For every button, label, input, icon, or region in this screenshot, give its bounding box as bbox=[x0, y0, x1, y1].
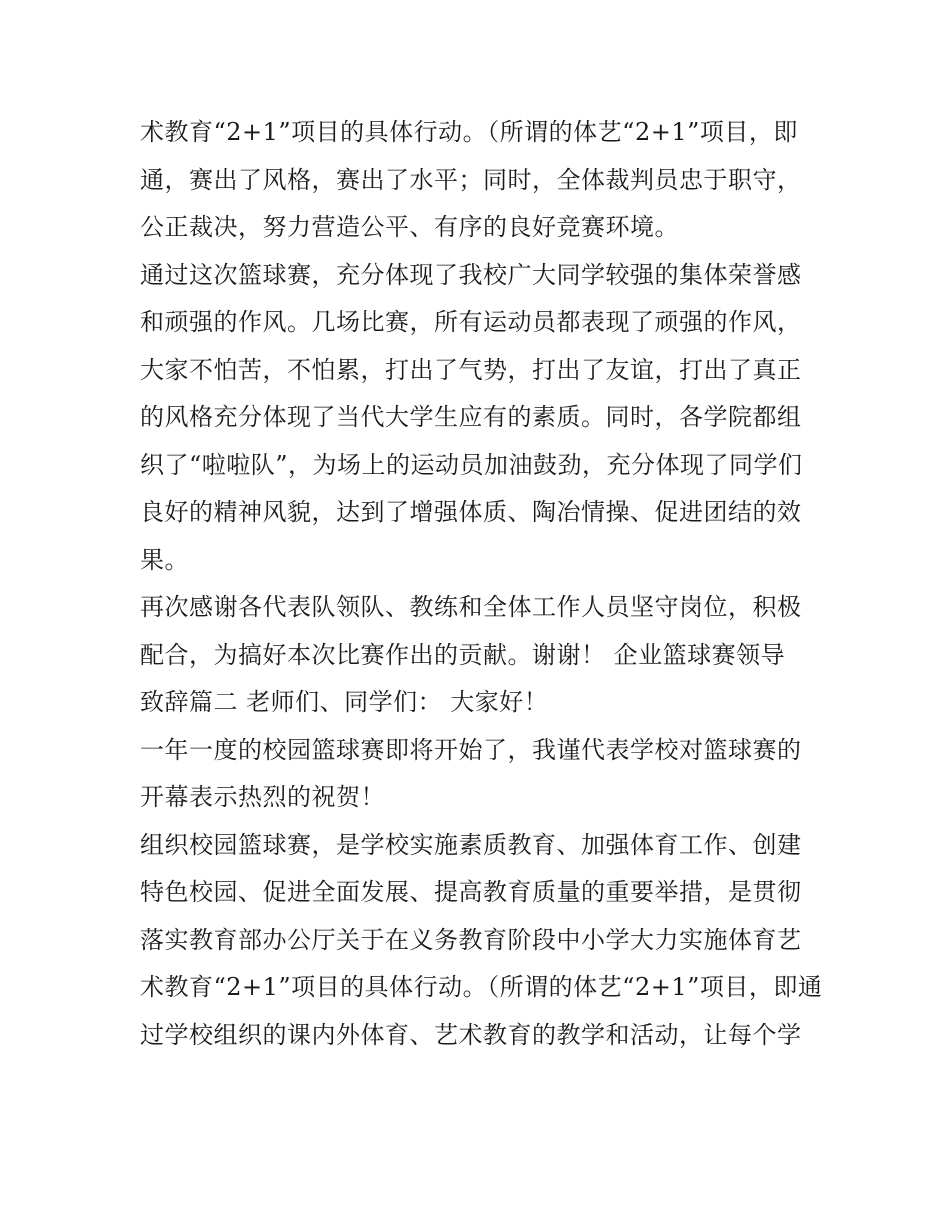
text-line: 开幕表示热烈的祝贺！ bbox=[140, 783, 385, 811]
text-line: 致辞篇二 老师们、同学们： 大家好！ bbox=[140, 688, 549, 716]
text-line: 组织校园篮球赛，是学校实施素质教育、加强体育工作、创建 bbox=[140, 830, 802, 859]
document-body bbox=[140, 109, 830, 1059]
text-line: 大家不怕苦，不怕累，打出了气势，打出了友谊，打出了真正 bbox=[140, 355, 802, 384]
text-line: 的风格充分体现了当代大学生应有的素质。同时，各学院都组 bbox=[140, 403, 802, 431]
text-line: 落实教育部办公厅关于在义务教育阶段中小学大力实施体育艺 bbox=[140, 925, 802, 954]
text-line: 术教育“2+1”项目的具体行动。（所谓的体艺“2+1”项目，即通 bbox=[140, 973, 823, 1001]
text-line: 果。 bbox=[140, 545, 189, 574]
text-line: 配合，为搞好本次比赛作出的贡献。谢谢！ 企业篮球赛领导 bbox=[140, 640, 786, 669]
text-line: 过学校组织的课内外体育、艺术教育的教学和活动，让每个学 bbox=[140, 1020, 802, 1049]
text-line: 通过这次篮球赛，充分体现了我校广大同学较强的集体荣誉感 bbox=[140, 260, 802, 289]
text-line: 一年一度的校园篮球赛即将开始了，我谨代表学校对篮球赛的 bbox=[140, 735, 802, 764]
text-line: 特色校园、促进全面发展、提高教育质量的重要举措，是贯彻 bbox=[140, 878, 802, 906]
text-line: 和顽强的作风。几场比赛，所有运动员都表现了顽强的作风， bbox=[140, 308, 802, 336]
text-line: 织了“啦啦队”，为场上的运动员加油鼓劲，充分体现了同学们 bbox=[140, 450, 803, 479]
text-line: 通，赛出了风格，赛出了水平；同时，全体裁判员忠于职守， bbox=[140, 165, 802, 194]
text-line: 良好的精神风貌，达到了增强体质、陶冶情操、促进团结的效 bbox=[140, 498, 802, 526]
text-line: 术教育“2+1”项目的具体行动。（所谓的体艺“2+1”项目，即 bbox=[140, 118, 798, 146]
text-line: 公正裁决，努力营造公平、有序的良好竞赛环境。 bbox=[140, 213, 679, 241]
text-line: 再次感谢各代表队领队、教练和全体工作人员坚守岗位，积极 bbox=[140, 593, 802, 621]
